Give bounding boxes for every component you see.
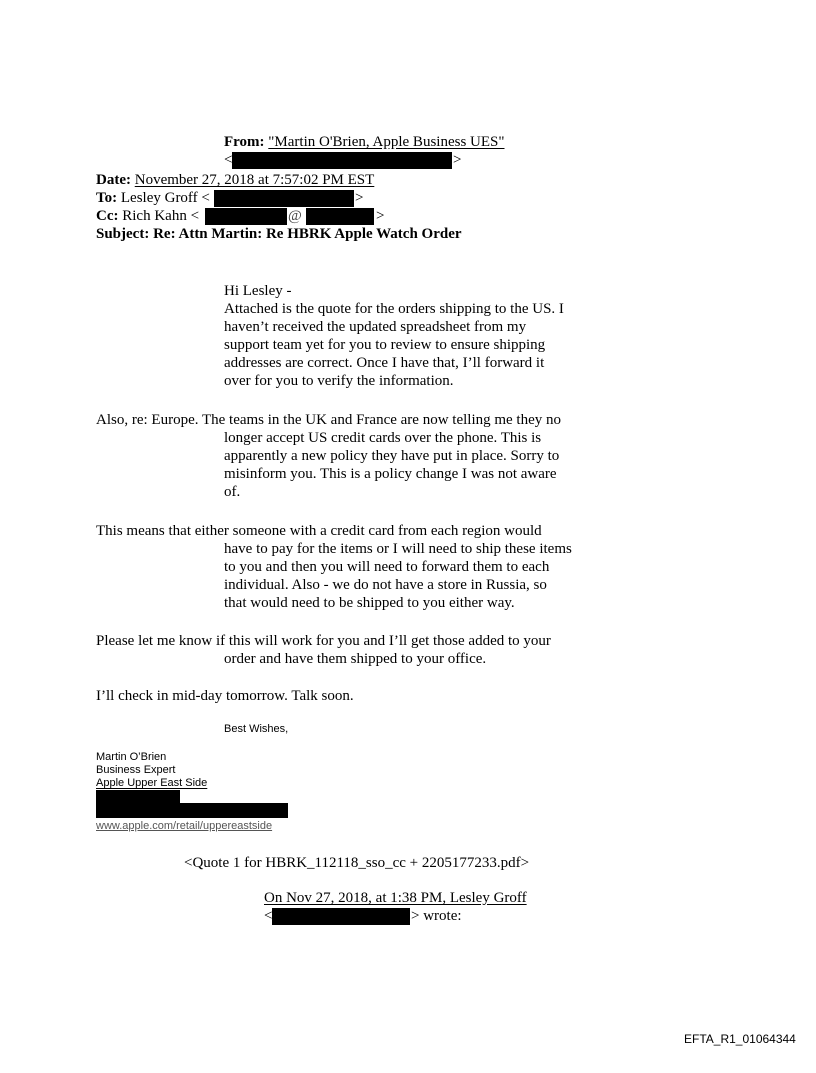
from-label: From: <box>224 134 265 150</box>
redaction-signature-2 <box>96 803 288 818</box>
quoted-wrote: > wrote: <box>411 908 462 924</box>
date-label: Date: <box>96 172 131 188</box>
cc-at: @ <box>288 208 302 224</box>
subject-line <box>96 225 462 243</box>
to-label: To: <box>96 190 118 206</box>
to-value: Lesley Groff < <box>120 190 210 206</box>
subject-value: Re: Attn Martin: Re HBRK Apple Watch Order <box>153 226 462 242</box>
paragraph-line: to you and then you will need to forward them to each <box>224 559 550 575</box>
paragraph-4-first-line: Please let me know if this will work for you and I’ll get those added to your <box>96 633 551 649</box>
redaction-cc-domain <box>306 208 374 225</box>
from-line <box>224 133 505 151</box>
paragraph-2 <box>224 429 559 501</box>
signature-name: Martin O’Brien <box>96 751 167 763</box>
paragraph-2-first-line: Also, re: Europe. The teams in the UK and France are now telling me they no <box>96 412 562 428</box>
redaction-to-email <box>214 190 354 207</box>
paragraph-line: over for you to verify the information. <box>224 373 454 389</box>
paragraph-3-first-line: This means that either someone with a credit card from each region would <box>96 523 542 539</box>
from-value: "Martin O'Brien, Apple Business UES" <box>268 134 505 150</box>
paragraph-line: Attached is the quote for the orders shipping to the US. I <box>224 301 564 317</box>
cc-close: > <box>376 208 385 224</box>
paragraph-3 <box>224 540 572 612</box>
cc-line <box>96 207 199 225</box>
quoted-email-open: < <box>264 908 273 924</box>
paragraph-line: apparently a new policy they have put in place. Sorry to <box>224 448 560 464</box>
signature-title: Business Expert <box>96 764 176 776</box>
date-value: November 27, 2018 at 7:57:02 PM EST <box>134 172 375 188</box>
to-close: > <box>355 190 364 206</box>
redaction-cc-user <box>205 208 287 225</box>
from-email-close: > <box>453 152 462 168</box>
greeting: Hi Lesley - <box>224 283 292 299</box>
attachment-reference[interactable]: <Quote 1 for HBRK_112118_sso_cc + 2205177233.pdf> <box>184 855 530 871</box>
paragraph-5: I’ll check in mid-day tomorrow. Talk soon. <box>96 688 354 704</box>
paragraph-line: support team yet for you to review to ensure shipping <box>224 337 546 353</box>
paragraph-line: of. <box>224 484 241 500</box>
signature-store: Apple Upper East Side <box>96 777 208 789</box>
redaction-signature-1 <box>96 790 180 803</box>
signature-store-link[interactable]: www.apple.com/retail/uppereastside <box>96 820 273 832</box>
paragraph-line: have to pay for the items or I will need to ship these items <box>224 541 572 557</box>
to-line <box>96 189 210 207</box>
paragraph-line: addresses are correct. Once I have that, I’ll forward it <box>224 355 545 371</box>
paragraph-line: misinform you. This is a policy change I was not aware <box>224 466 557 482</box>
cc-value: Rich Kahn < <box>122 208 200 224</box>
quoted-header-line: On Nov 27, 2018, at 1:38 PM, Lesley Groff <box>264 890 527 906</box>
paragraph-line: that would need to be shipped to you either way. <box>224 595 515 611</box>
paragraph-1 <box>224 300 564 390</box>
paragraph-line: longer accept US credit cards over the phone. This is <box>224 430 542 446</box>
signature-closing: Best Wishes, <box>224 723 289 735</box>
from-email-open: < <box>224 152 233 168</box>
paragraph-line: haven’t received the updated spreadsheet from my <box>224 319 527 335</box>
paragraph-4 <box>224 650 486 668</box>
redaction-from-email <box>232 152 452 169</box>
document-id: EFTA_R1_01064344 <box>684 1032 796 1046</box>
paragraph-line: individual. Also - we do not have a store in Russia, so <box>224 577 547 593</box>
cc-label: Cc: <box>96 208 119 224</box>
subject-label: Subject: <box>96 226 150 242</box>
redaction-quoted-email <box>272 908 410 925</box>
date-line <box>96 171 374 189</box>
paragraph-line: order and have them shipped to your office. <box>224 651 487 667</box>
